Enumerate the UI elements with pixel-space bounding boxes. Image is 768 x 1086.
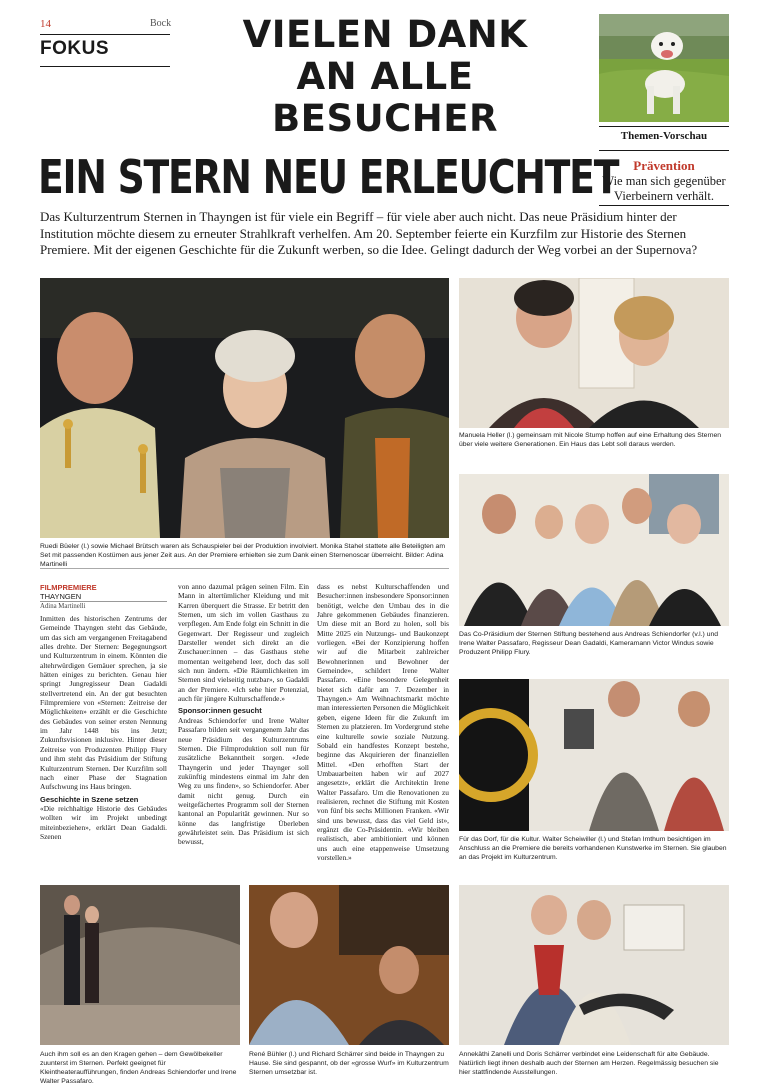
article-kicker: FILMPREMIERE — [40, 583, 97, 592]
article-intro: Das Kulturzentrum Sternen in Thayngen ist für viele ein Begriff – für viele aber auch nicht. Das neue Präsidium hinter der Institution möchte diesem zu erneuter Strahlkraft verhelfen. Am 20. September feierte ein Kurzfilm zur Historie des Sternen Premiere. Mit der eigenen Geschichte für die Zukunft werben, so die Idee. Gelingt dadurch der Weg vorbei an der Supernova? — [40, 209, 698, 257]
thanks-banner — [180, 14, 590, 140]
article-author: Adina Martinelli — [40, 603, 86, 610]
column-2-paragraph-1: von anno dazumal prägen seinen Film. Ein Mann in altertümlicher Kleidung und mit Karren überquert die Strasse. Er betritt den Sternen, um sich im vollen Gasthaus zu verpflegen. Am Ende folgt ein Schnitt in die Gegenwart. Der Regisseur und zugleich Darsteller wendet sich direkt an die Zuschauer:innen – das Gasthaus stehe momentan weitgehend leer, doch das soll sich nun ändern. «Die Räumlichkeiten im Sternen sind vielseitig nutzbar», so Gadaldi an der Premiere. «Ich sehe hier Potenzial, auch für jüngere Kulturschaffende.» — [178, 582, 309, 704]
preview-rule-top — [599, 126, 729, 127]
main-caption — [40, 542, 449, 569]
article-column-3 — [317, 582, 449, 862]
article-column-1 — [40, 614, 167, 841]
caption-right-1: Manuela Heller (l.) gemeinsam mit Nicole Stump hoffen auf eine Erhaltung des Sternen über viele weitere Generationen. Ein Haus das Lebt soll daraus werden. — [459, 432, 722, 448]
publication-name: Bock — [150, 18, 172, 29]
section-rule — [40, 66, 170, 67]
caption-right-3: Für das Dorf, für die Kultur. Walter Scheiwiller (l.) und Stefan Imthum besichtigen im Anschluss an die Premiere die bereits vorhandenen Kunstwerke im Sternen. Sie glauben an das Projekt im Kulturzentrum. — [459, 836, 727, 861]
column-2-paragraph-2: Andreas Schiendorfer und Irene Walter Passafaro bilden seit vergangenem Jahr das neue Präsidium des Kulturzentrums Sternen. Die Filmproduktion soll nun für zusätzliche Bekanntheit sorgen. «Jede Thayngerin und jeder Thaynger soll zukünftig mindestens einmal im Jahr den Weg zu uns finden», so Schiendorfer. Aber damit nicht genug. Durch ein weitgefächertes Programm soll der Sternen kantonal an Popularität gewinnen. Nur so könne das langfristige Überleben gewährleistet sein. Das Präsidium ist sich bewusst, — [178, 715, 309, 847]
article-place: THAYNGEN — [40, 592, 82, 601]
photo-credit: Bilder: Adina Martinelli — [40, 552, 444, 568]
caption-rule — [40, 568, 449, 569]
banner-line-2: AN ALLE BESUCHER — [271, 55, 499, 140]
caption-bottom-2: René Bühler (l.) und Richard Schärrer sind beide in Thayngen zu Hause. Sie sind gespannt, ob der «grosse Wurf» im Kulturzentrum Sternen umsetzbar ist. — [249, 1051, 449, 1076]
photo-zanelli-schaerrer — [459, 885, 729, 1045]
subheading-sponsors: Sponsor:innen gesucht — [178, 706, 262, 716]
column-1-paragraph-2: «Die reichhaltige Historie des Gebäudes wollten wir im Projekt unbedingt miteinbeziehen», erklärt Dean Gadaldi. Szenen — [40, 803, 167, 841]
photo-scheiwiller-imthum — [459, 679, 729, 831]
caption-bottom-1: Auch ihm soll es an den Kragen gehen – dem Gewölbekeller zuunterst im Sternen. Perfekt geeignet für Kleintheateraufführungen, finden Andreas Schiendorfer und Irene Walter Passafaro. — [40, 1051, 237, 1085]
preview-rule-bottom — [599, 205, 729, 206]
header-rule — [40, 34, 170, 35]
column-1-paragraph-1: Inmitten des historischen Zentrums der Gemeinde Thayngen steht das Gebäude, um das sich am vergangenen Freitagabend alles drehte. Der Sternen: Begegnungsort und Kulturzentrum in einem. Könnten die altehrwürdigen Gemäuer sprechen, ja sie hätten einiges zu berichten. Genau hier springt Jungregisseur Dean Gadaldi stellvertretend ein. An der gut besuchten Filmpremiere von «Sternen: Zeitreise der Möglichkeiten» erzählt er die Geschichte des Gebäudes von seiner ersten Nennung im Jahr 1448 bis ins Jetzt; Zukunftsvisionen inklusive. Hinter dieser Zeitreise von Produzenten Philipp Flury und ihm steht das Präsidium der Stiftung Kulturzentrum Sternen. Der Kurzfilm soll nach einer Phase der Stagnation Aufschwung ins Haus bringen. — [40, 614, 167, 792]
photo-heller-stump — [459, 278, 729, 428]
section-label: FOKUS — [40, 38, 109, 59]
preview-dog-photo — [599, 14, 729, 122]
photo-buehler-schaerrer — [249, 885, 449, 1045]
photo-gewoelbekeller — [40, 885, 240, 1045]
article-headline: EIN STERN NEU ERLEUCHTET — [38, 150, 619, 204]
page-number: 14 — [40, 18, 51, 30]
banner-line-1: VIELEN DANK — [242, 13, 528, 56]
article-column-2 — [178, 582, 309, 847]
column-3-paragraph-1: dass es nebst Kulturschaffenden und Besucher:innen insbesondere Sponsor:innen benötigt, welche den Umbau des in die Jahre gekommenen Gebäudes finanzieren. Um diese mit an Bord zu holen, soll bis Mitte 2025 ein Nutzungs- und Baukonzept vorliegen. «Bei der Konzipierung hoffen wir auf die Mitarbeit zahlreicher Bewohnerinnen und Bewohner der Gemeinde», schildert Irene Walter Passafaro. «Eine besondere Gelegenheit bietet sich dafür am 7. Dezember in Thayngen.» Am Weihnachtsmarkt möchte man interessierten Personen die Möglichkeit geben, eigene Ideen für die Zukunft im Sternen zu platzieren. Im Vordergrund stehe eine kulturelle sowie soziale Nutzung. Sobald ein handfestes Konzept bestehe, beginne das Akquirieren der finanziellen Mittel. «Den erhofften Start der Umbauarbeiten haben wir auf 2027 angesetzt», erklärt die Architektin Irene Walter Passafaro. Um die Renovationen zu realisieren, rechnet die Stiftung mit Kosten von fünf bis sechs Millionen Franken. «Wir sind uns bewusst, dass das viel Geld ist», ergänzt die Co-Präsidentin. «Wir bleiben realistisch, aber ambitioniert und können uns auch eine etappenweise Umsetzung vorstellen.» — [317, 582, 449, 862]
preview-title: Themen-Vorschau — [620, 130, 708, 142]
preview-subtitle: Wie man sich gegenüber Vierbeinern verhält. — [602, 174, 726, 203]
meta-rule — [40, 601, 167, 602]
main-caption-text: Ruedi Büeler (l.) sowie Michael Brütsch waren als Schauspieler bei der Produktion involviert. Monika Stahel stattete alle Beteiligten am Set mit passenden Kostümen aus jener Zeit aus. An der Premiere erhielten sie zum Dank einen Sternenoscar überreicht. — [40, 543, 445, 559]
main-photo — [40, 278, 449, 538]
caption-right-2: Das Co-Präsidium der Sternen Stiftung bestehend aus Andreas Schiendorfer (v.l.) und Irene Walter Passafaro, Regisseur Dean Gadaldi, Kameramann Victor Windus sowie Produzent Philipp Flury. — [459, 631, 719, 656]
caption-bottom-3: Annekäthi Zanelli und Doris Schärrer verbindet eine Leidenschaft für alte Gebäude. Natürlich liegt ihnen deshalb auch der Sternen am Herzen. Regelmässig besuchen sie hier stattfindende Ausstellungen. — [459, 1051, 719, 1076]
preview-topic: Prävention — [633, 158, 695, 173]
subheading-history: Geschichte in Szene setzen — [40, 794, 139, 804]
photo-co-praesidium — [459, 474, 729, 626]
